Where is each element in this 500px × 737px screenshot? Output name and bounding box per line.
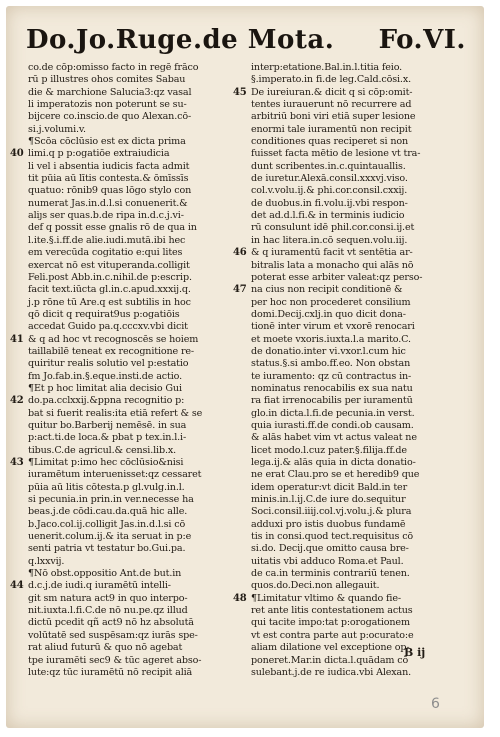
text-line <box>251 556 456 568</box>
line-text: git sm natura act9 in quo interpo- <box>28 592 188 604</box>
line-text: adduxi pro istis duobus fundamē <box>251 518 406 530</box>
text-line <box>251 111 456 123</box>
text-line <box>28 630 233 642</box>
line-text: ¶Et p hoc limitat alia decisio Gui <box>28 382 182 394</box>
text-line <box>28 432 233 444</box>
line-text: uenerit.colum.ij.& ita seruat in p:e <box>28 531 192 543</box>
text-line <box>251 457 456 469</box>
text-line <box>251 334 456 346</box>
text-line <box>28 556 233 568</box>
text-line <box>28 74 233 86</box>
line-text: sulebant.j.de re iudica.vbi Alexan. <box>251 666 412 678</box>
text-line <box>10 148 233 160</box>
text-line <box>251 371 456 383</box>
text-line <box>10 457 233 469</box>
text-line <box>28 655 233 667</box>
line-text: qō dicit q requirat9us p:ogatiōis <box>28 308 180 320</box>
text-line <box>28 346 233 358</box>
text-line <box>28 284 233 296</box>
text-line <box>251 309 456 321</box>
text-line <box>251 272 456 284</box>
line-text: senti patria vt testatur bo.Gui.pa. <box>28 543 186 555</box>
text-line <box>251 74 456 86</box>
line-text: de duobus.in fi.volu.ij.vbi respon- <box>251 197 408 209</box>
text-line <box>251 297 456 309</box>
text-line <box>28 445 233 457</box>
text-line <box>251 222 456 234</box>
signature-mark: B ij <box>404 646 426 659</box>
line-text: bijcere co.inscio.de quo Alexan.cō- <box>28 111 192 123</box>
text-line <box>28 494 233 506</box>
line-text: uitatis vbi adduco Roma.et Paul. <box>251 555 404 567</box>
text-line <box>10 333 233 346</box>
text-line <box>251 482 456 494</box>
text-line <box>28 247 233 259</box>
line-text: b.Jaco.col.ij.colligit Jas.in.d.l.si cō <box>28 518 186 530</box>
text-line <box>28 321 233 333</box>
line-text: si pecunia.in prin.in ver.necesse ha <box>28 494 194 506</box>
line-text: poneret.Mar.in dicta.l.quādam cō <box>251 654 409 666</box>
pencil-page-note: 6 <box>431 696 440 712</box>
line-text: ¶Nō obst.oppositio Ant.de but.in <box>28 568 182 580</box>
line-text: j.p rōne tū Are.q est subtilis in hoc <box>28 296 191 308</box>
line-text: q.lxxvij. <box>28 555 65 567</box>
text-line <box>233 247 456 259</box>
text-line <box>28 408 233 420</box>
margin-paragraph-number: 42 <box>10 395 24 407</box>
line-text: idem operatur:vt dicit Bald.in ter <box>251 481 408 493</box>
margin-paragraph-number: 47 <box>233 284 247 296</box>
text-line <box>233 86 456 99</box>
text-line <box>28 309 233 321</box>
text-line <box>28 617 233 629</box>
text-line <box>28 235 233 247</box>
line-text: et moete vxoris.iuxta.l.a marito.C. <box>251 333 411 345</box>
text-line <box>251 543 456 555</box>
line-text: accedat Guido pa.q.cccxv.vbi dicit <box>28 321 188 333</box>
text-line <box>251 494 456 506</box>
line-text: status.§.si ambo.ff.eo. Non obstan <box>251 358 411 370</box>
line-text: & alās habet vim vt actus valeat ne <box>251 432 417 444</box>
line-text: & q iuramentū facit vt sentētia ar- <box>251 247 413 259</box>
line-text: lega.ij.& alās quia in dicta donatio- <box>251 457 416 468</box>
text-line <box>251 432 456 444</box>
text-line <box>28 161 233 173</box>
text-line <box>28 642 233 654</box>
text-line <box>28 531 233 543</box>
text-line <box>28 260 233 272</box>
text-line <box>251 321 456 333</box>
text-line <box>251 667 456 679</box>
line-text: def q possit esse gnalis rō de qua in <box>28 222 197 234</box>
margin-paragraph-number: 44 <box>10 580 24 592</box>
line-text: die & marchione Salucia3:qz vasal <box>28 86 192 98</box>
line-text: aliȷs ser quas.b.de ripa in.d.c.j.vi- <box>28 210 184 222</box>
text-line <box>251 630 456 642</box>
text-line <box>10 580 233 592</box>
line-text: vt est contra parte aut p:ocurato:e <box>251 629 414 641</box>
line-text: volūtatē sed suspēsam:qz iurās spe- <box>28 629 198 641</box>
text-line <box>28 124 233 136</box>
text-line <box>251 99 456 111</box>
text-line <box>251 420 456 432</box>
line-text: limi.q p p:ogatiōe extraiudicia <box>28 148 170 160</box>
line-text: arbitriū boni viri etiā super lesione <box>251 111 416 123</box>
line-text: ¶Limitat p:imo hec cōclūsio&nisi <box>28 457 184 468</box>
text-line <box>251 148 456 160</box>
text-line <box>251 383 456 395</box>
text-line <box>28 568 233 580</box>
line-text: poterat esse arbiter valeat:qz perso- <box>251 271 423 283</box>
line-text: taillabilē teneat ex recognitione re- <box>28 345 195 357</box>
line-text: d.c.j.de iudi.q iuramētū intelli- <box>28 580 171 592</box>
line-text: licet modo.l.cuz pater.§.filija.ff.de <box>251 444 407 456</box>
text-line <box>251 173 456 185</box>
line-text: do.pa.cclxxij.&ppna recognitio p: <box>28 395 185 407</box>
text-line <box>251 506 456 518</box>
text-line <box>251 617 456 629</box>
text-line <box>28 198 233 210</box>
line-text: si.j.volumi.v. <box>28 123 86 135</box>
line-text: tionē inter virum et vxorē renocari <box>251 321 415 333</box>
text-line <box>28 371 233 383</box>
text-line <box>251 519 456 531</box>
line-text: Feli.post Abb.in.c.nihil.de p:escrip. <box>28 271 192 283</box>
text-line <box>28 605 233 617</box>
line-text: te iuramento: qz cū contractus in- <box>251 370 412 382</box>
margin-paragraph-number: 40 <box>10 148 24 160</box>
line-text: tibus.C.de agricul.& censi.lib.x. <box>28 444 177 456</box>
line-text: enormi tale iuramentū non recipit <box>251 123 412 135</box>
line-text: ne erat Clau.pro se et heredib9 que <box>251 469 420 481</box>
text-line <box>28 185 233 197</box>
text-line <box>251 605 456 617</box>
text-line <box>251 358 456 370</box>
line-text: beas.j.de cōdi.cau.da.quā hic alle. <box>28 506 188 518</box>
text-line <box>28 593 233 605</box>
text-line <box>233 592 456 605</box>
line-text: quia iurasti.ff.de condi.ob causam. <box>251 419 414 431</box>
line-text: §.imperato.in fi.de leg.Cald.cōsi.x. <box>251 74 411 86</box>
text-line <box>251 210 456 222</box>
text-line <box>233 284 456 296</box>
text-line <box>251 395 456 407</box>
line-text: de iuretur.Alexā.consil.xxxvj.viso. <box>251 173 408 185</box>
text-line <box>28 87 233 99</box>
line-text: rū p illustres ohos comites Sabau <box>28 74 186 86</box>
line-text: facit text.iūcta gl.in.c.apud.xxxij.q. <box>28 284 191 296</box>
line-text: per hoc non procederet consilium <box>251 296 411 308</box>
text-line <box>251 568 456 580</box>
line-text: ¶Limitatur vltimo & quando fie- <box>251 592 401 604</box>
line-text: p:act.ti.de loca.& pbat p tex.in.l.i- <box>28 432 187 444</box>
line-text: interp:etatione.Bal.in.l.titia feio. <box>251 62 403 73</box>
folio-number: Fo.VI. <box>378 25 466 55</box>
line-text: li imperatozis non poterunt se su- <box>28 99 187 111</box>
text-line <box>10 395 233 407</box>
text-line <box>251 445 456 457</box>
line-text: ret ante litis contestationem actus <box>251 605 413 617</box>
line-text: quos.do.Deci.non allegauit. <box>251 580 380 592</box>
running-header <box>26 20 466 60</box>
line-text: ¶Scōa cōclūsio est ex dicta prima <box>28 136 186 148</box>
text-line <box>28 272 233 284</box>
text-line <box>28 420 233 432</box>
text-line <box>251 346 456 358</box>
line-text: dictū pcedit qñ act9 nō hz absolutā <box>28 617 194 629</box>
line-text: rat aliud futurū & quo nō agebat <box>28 642 183 654</box>
line-text: quiritur realis solutio vel p:estatio <box>28 358 189 370</box>
line-text: tpe iuramēti sec9 & tūc ageret abso- <box>28 654 202 666</box>
line-text: co.de cōp:omisso facto in regē frāco <box>28 62 199 73</box>
text-line <box>28 99 233 111</box>
line-text: l.ite.§.i.ff.de alie.iudi.mutā.ibi hec <box>28 234 186 246</box>
text-line <box>28 506 233 518</box>
line-text: domi.Decij.cxlj.in quo dicit dona- <box>251 308 406 320</box>
line-text: minis.in.l.ij.C.de iure do.sequitur <box>251 494 406 506</box>
line-text: si.do. Decij.que omitto causa bre- <box>251 543 409 555</box>
line-text: nominatus renocabilis ex sua natu <box>251 382 413 394</box>
line-text: qui tacite impo:tat p:orogationem <box>251 617 410 629</box>
margin-paragraph-number: 45 <box>233 86 247 98</box>
line-text: pūia aū litis cōtesta.p gl.vulg.in.l. <box>28 481 185 493</box>
line-text: De iureiuran.& dicit q si cōp:omit- <box>251 86 413 98</box>
right-text-column <box>233 62 456 679</box>
line-text: numerat Jas.in.d.l.si conuenerit.& <box>28 197 188 209</box>
line-text: rū consulunt idē phil.cor.consi.ij.et <box>251 222 415 234</box>
text-line <box>28 543 233 555</box>
line-text: nit.iuxta.l.fi.C.de nō nu.pe.qz illud <box>28 605 188 617</box>
line-text: col.v.volu.ij.& phi.cor.consil.cxxij. <box>251 185 408 197</box>
text-line <box>251 161 456 173</box>
text-line <box>28 210 233 222</box>
text-line <box>251 469 456 481</box>
line-text: & q ad hoc vt recognoscēs se hoiem <box>28 333 199 345</box>
line-text: quatuo: rōnib9 quas lōgo stylo con <box>28 185 192 197</box>
text-line <box>28 222 233 234</box>
text-line <box>28 173 233 185</box>
text-line <box>28 358 233 370</box>
text-line <box>251 136 456 148</box>
text-line <box>28 62 233 74</box>
margin-paragraph-number: 43 <box>10 457 24 468</box>
text-line <box>28 469 233 481</box>
text-line <box>251 235 456 247</box>
line-text: tis in consi.quod tect.requisitus cō <box>251 531 414 543</box>
line-text: na cius non recipit conditionē & <box>251 284 403 296</box>
left-text-column <box>10 62 233 679</box>
margin-paragraph-number: 46 <box>233 247 247 259</box>
line-text: glo.in dicta.l.fi.de pecunia.in verst. <box>251 407 415 419</box>
line-text: ra fiat irrenocabilis per iuramentū <box>251 395 413 407</box>
text-line <box>251 198 456 210</box>
line-text: li vel i absentia iudicis facta admit <box>28 160 190 172</box>
text-line <box>251 531 456 543</box>
text-line <box>28 383 233 395</box>
margin-paragraph-number: 41 <box>10 333 24 345</box>
line-text: bat si fuerit realis:ita etiā refert & se <box>28 407 203 419</box>
text-line <box>28 482 233 494</box>
line-text: dunt scribentes.in.c.quintauallis. <box>251 160 406 172</box>
text-line <box>251 260 456 272</box>
line-text: lute:qz tūc iuramētū nō recipit aliā <box>28 666 193 678</box>
line-text: conditiones quas reciperet si non <box>251 136 408 148</box>
line-text: bitralis lata a monacho qui alās nō <box>251 259 414 271</box>
line-text: quitur bo.Barberij nemēsē. in sua <box>28 419 187 431</box>
line-text: exercat nō est vituperanda.colligit <box>28 259 190 271</box>
line-text: tentes iurauerunt nō recurrere ad <box>251 99 412 111</box>
line-text: fuisset facta mētio de lesione vt tra- <box>251 148 421 160</box>
line-text: de ca.in terminis contrariū tenen. <box>251 568 410 580</box>
line-text: det ad.d.l.fi.& in terminis iudicio <box>251 210 405 222</box>
text-line <box>251 408 456 420</box>
line-text: iuramētum interuenisset:qz cessaret <box>28 469 202 481</box>
line-text: fm Jo.fab.in.§.eque.insti.de actio. <box>28 370 182 382</box>
text-line <box>251 62 456 74</box>
text-line <box>251 185 456 197</box>
text-line <box>28 297 233 309</box>
book-page <box>6 6 484 728</box>
margin-paragraph-number: 48 <box>233 592 247 604</box>
text-line <box>28 519 233 531</box>
text-line <box>251 124 456 136</box>
running-title: Do.Jo.Ruge.de Mota. <box>26 25 335 55</box>
text-line <box>28 667 233 679</box>
line-text: aliam dilatione vel exceptione op- <box>251 642 410 654</box>
line-text: de donatio.inter vi.vxor.l.cum hic <box>251 345 406 357</box>
text-line <box>28 111 233 123</box>
line-text: em verecūda cogitatio e:qui lites <box>28 247 183 259</box>
line-text: tit pūia aū lītis contesta.& ōmīssīs <box>28 173 189 185</box>
line-text: Soci.consil.iiij.col.vj.volu.j.& plura <box>251 506 412 518</box>
text-line <box>251 580 456 592</box>
line-text: in hac litera.in.cō sequen.volu.iij. <box>251 234 408 246</box>
text-line <box>28 136 233 148</box>
